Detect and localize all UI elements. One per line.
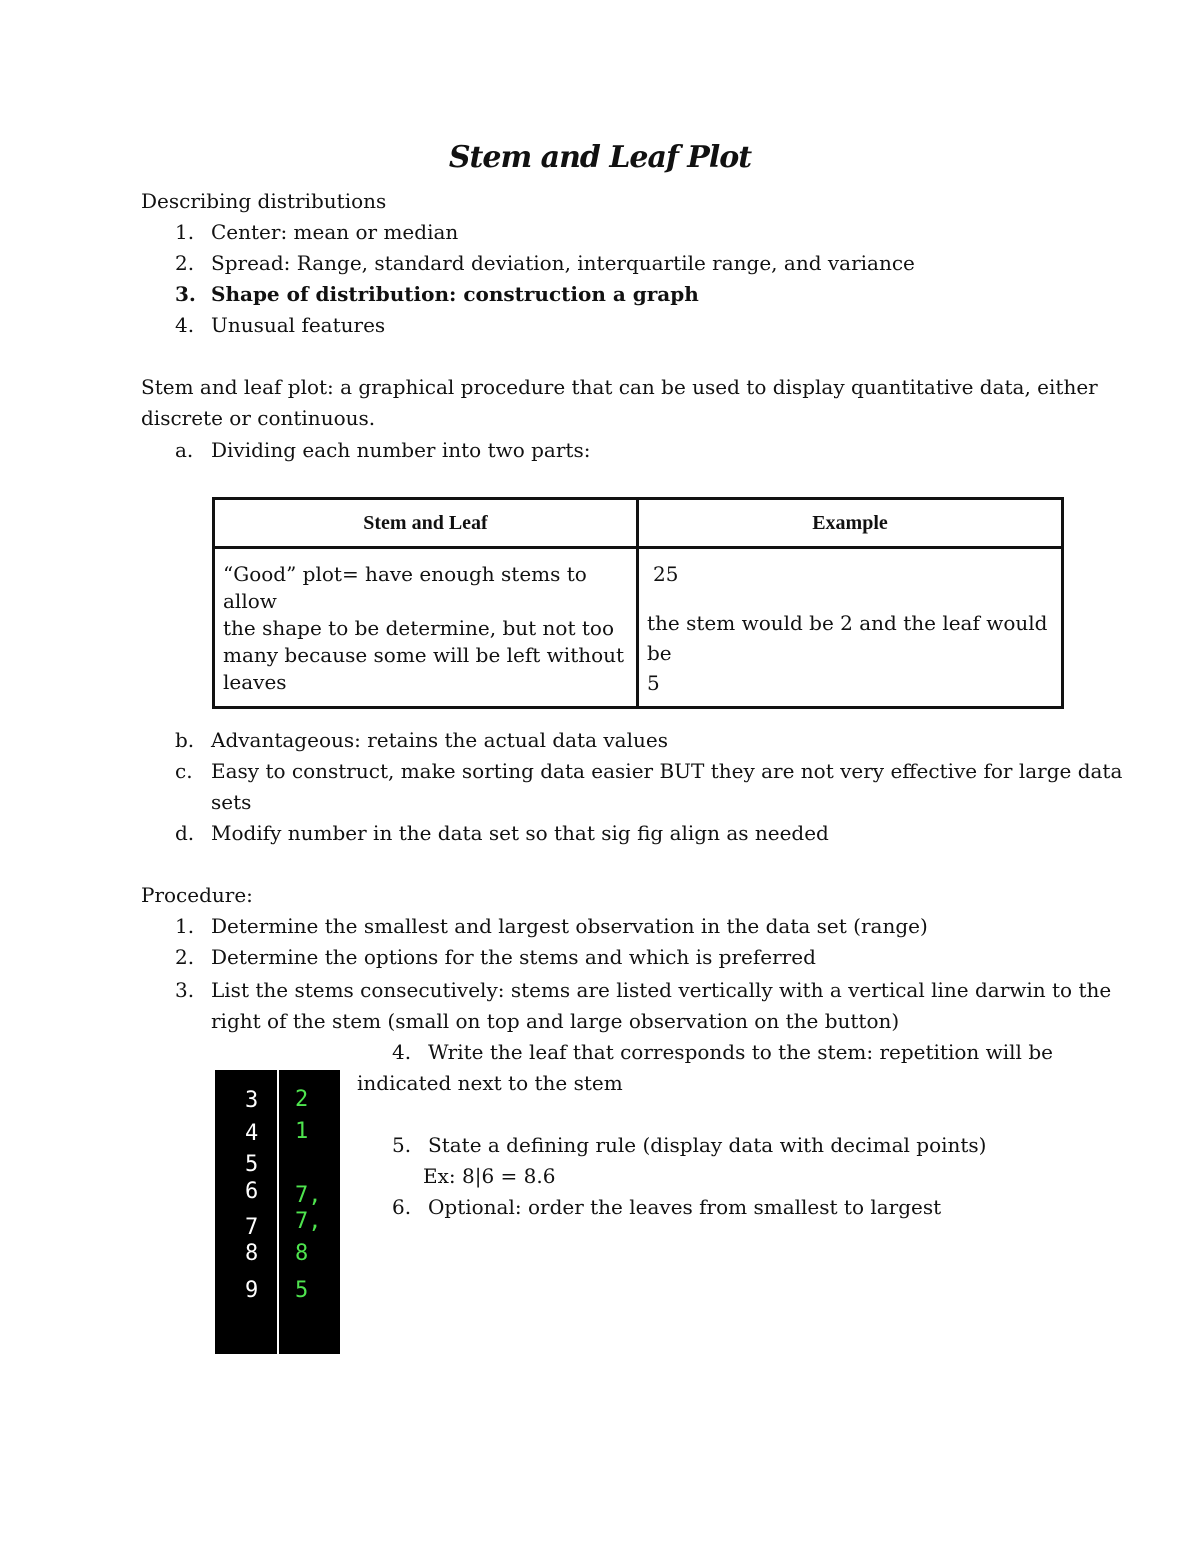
plot-leaf: 7, 7, <box>295 1183 322 1234</box>
list-letter: c. <box>175 759 193 783</box>
cell-line: 5 <box>647 671 660 695</box>
definition-text: discrete or continuous. <box>141 406 376 430</box>
list-number: 3. <box>175 978 195 1002</box>
list-letter: a. <box>175 438 194 462</box>
list-number: 5. <box>392 1133 412 1157</box>
list-item: Optional: order the leaves from smallest to largest <box>428 1195 942 1219</box>
list-number: 3. <box>175 282 196 306</box>
list-item: State a defining rule (display data with decimal points) <box>428 1133 987 1157</box>
list-item: Modify number in the data set so that sig fig align as needed <box>211 821 829 845</box>
table-cell-good-plot <box>214 548 638 708</box>
cell-line: “Good” plot= have enough stems to allow <box>223 562 587 613</box>
cell-line: many because some will be left without <box>223 643 625 667</box>
definition-text: Stem and leaf plot: a graphical procedure that can be used to display quantitative data, either <box>141 375 1098 399</box>
cell-line: the stem would be 2 and the leaf would be <box>647 611 1048 665</box>
list-item-bold: Shape of distribution: construction a graph <box>211 282 699 306</box>
plot-stem: 3 <box>245 1088 259 1113</box>
list-number: 1. <box>175 220 195 244</box>
plot-leaf: 8 <box>295 1241 309 1266</box>
list-number: 2. <box>175 945 195 969</box>
stem-leaf-plot-image <box>215 1070 340 1354</box>
plot-divider <box>277 1070 279 1354</box>
table-header: Example <box>638 499 1063 548</box>
list-item: Easy to construct, make sorting data easier BUT they are not very effective for large data <box>211 759 1123 783</box>
plot-leaf: 1 <box>295 1119 309 1144</box>
cell-line: leaves <box>223 670 287 694</box>
stem-leaf-table <box>212 497 1064 709</box>
list-item-continued: Ex: 8|6 = 8.6 <box>423 1164 556 1188</box>
plot-leaf: 2 <box>295 1087 309 1112</box>
list-number: 1. <box>175 914 195 938</box>
list-item: Advantageous: retains the actual data values <box>211 728 668 752</box>
plot-stem: 9 <box>245 1278 259 1303</box>
page-title: Stem and Leaf Plot <box>448 140 752 175</box>
list-item: List the stems consecutively: stems are listed vertically with a vertical line darwin to the <box>211 978 1112 1002</box>
plot-stem: 4 <box>245 1121 259 1146</box>
list-item: Determine the options for the stems and which is preferred <box>211 945 816 969</box>
list-item-continued: sets <box>211 790 252 814</box>
list-letter: d. <box>175 821 195 845</box>
table-cell-example <box>638 548 1063 708</box>
list-item: Unusual features <box>211 313 386 337</box>
list-item: Spread: Range, standard deviation, interquartile range, and variance <box>211 251 915 275</box>
list-number: 4. <box>175 313 195 337</box>
plot-stem: 6 <box>245 1179 259 1204</box>
plot-stem: 8 <box>245 1241 259 1266</box>
list-number: 6. <box>392 1195 412 1219</box>
procedure-heading: Procedure: <box>141 883 253 907</box>
list-item: Write the leaf that corresponds to the stem: repetition will be <box>428 1040 1053 1064</box>
list-item: Determine the smallest and largest observation in the data set (range) <box>211 914 928 938</box>
plot-stem: 7 <box>245 1215 259 1240</box>
list-number: 4. <box>392 1040 412 1064</box>
list-item-continued: indicated next to the stem <box>357 1071 623 1095</box>
example-number: 25 <box>653 562 679 586</box>
plot-stem: 5 <box>245 1152 259 1177</box>
cell-line: the shape to be determine, but not too <box>223 616 614 640</box>
list-number: 2. <box>175 251 195 275</box>
describing-heading: Describing distributions <box>141 189 387 213</box>
list-item: Center: mean or median <box>211 220 459 244</box>
list-item: Dividing each number into two parts: <box>211 438 591 462</box>
table-header: Stem and Leaf <box>214 499 638 548</box>
list-letter: b. <box>175 728 195 752</box>
list-item-continued: right of the stem (small on top and large observation on the button) <box>211 1009 900 1033</box>
plot-leaf: 5 <box>295 1278 309 1303</box>
